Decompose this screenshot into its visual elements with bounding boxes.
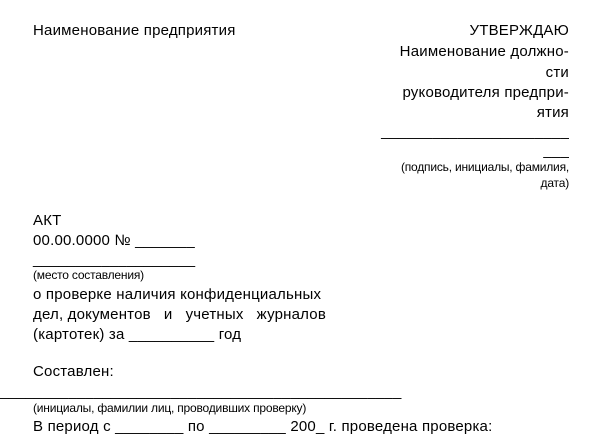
act-title: АКТ bbox=[33, 212, 62, 229]
subject-line-2: дел, документов и учетных журналов bbox=[33, 306, 327, 323]
position-line-3: руководителя предпри- bbox=[402, 84, 569, 101]
position-line-2: сти bbox=[545, 64, 569, 81]
act-date-number: 00.00.0000 № _______ bbox=[33, 232, 195, 249]
signature-line-2: ___ bbox=[543, 142, 569, 159]
subject-line-1: о проверке наличия конфиденциальных bbox=[33, 286, 322, 303]
place-line: ___________________ bbox=[33, 251, 196, 268]
inspectors-line: _______________________________________________ bbox=[0, 383, 402, 400]
period-line: В период с ________ по _________ 200_ г. проведена проверка: bbox=[33, 418, 493, 435]
signature-caption-line-2: дата) bbox=[540, 176, 569, 190]
position-line-1: Наименование должно- bbox=[399, 43, 569, 60]
subject-line-3: (картотек) за __________ год bbox=[33, 326, 242, 343]
place-caption: (место составления) bbox=[33, 268, 144, 282]
composed-label: Составлен: bbox=[33, 363, 114, 380]
approve-heading: УТВЕРЖДАЮ bbox=[469, 22, 569, 39]
signature-caption-line-1: (подпись, инициалы, фамилия, bbox=[400, 160, 569, 174]
inspectors-caption: (инициалы, фамилии лиц, проводивших проверку) bbox=[33, 401, 307, 415]
organization-name: Наименование предприятия bbox=[33, 22, 236, 39]
position-line-4: ятия bbox=[536, 104, 569, 121]
signature-line-1: ______________________ bbox=[381, 123, 569, 140]
